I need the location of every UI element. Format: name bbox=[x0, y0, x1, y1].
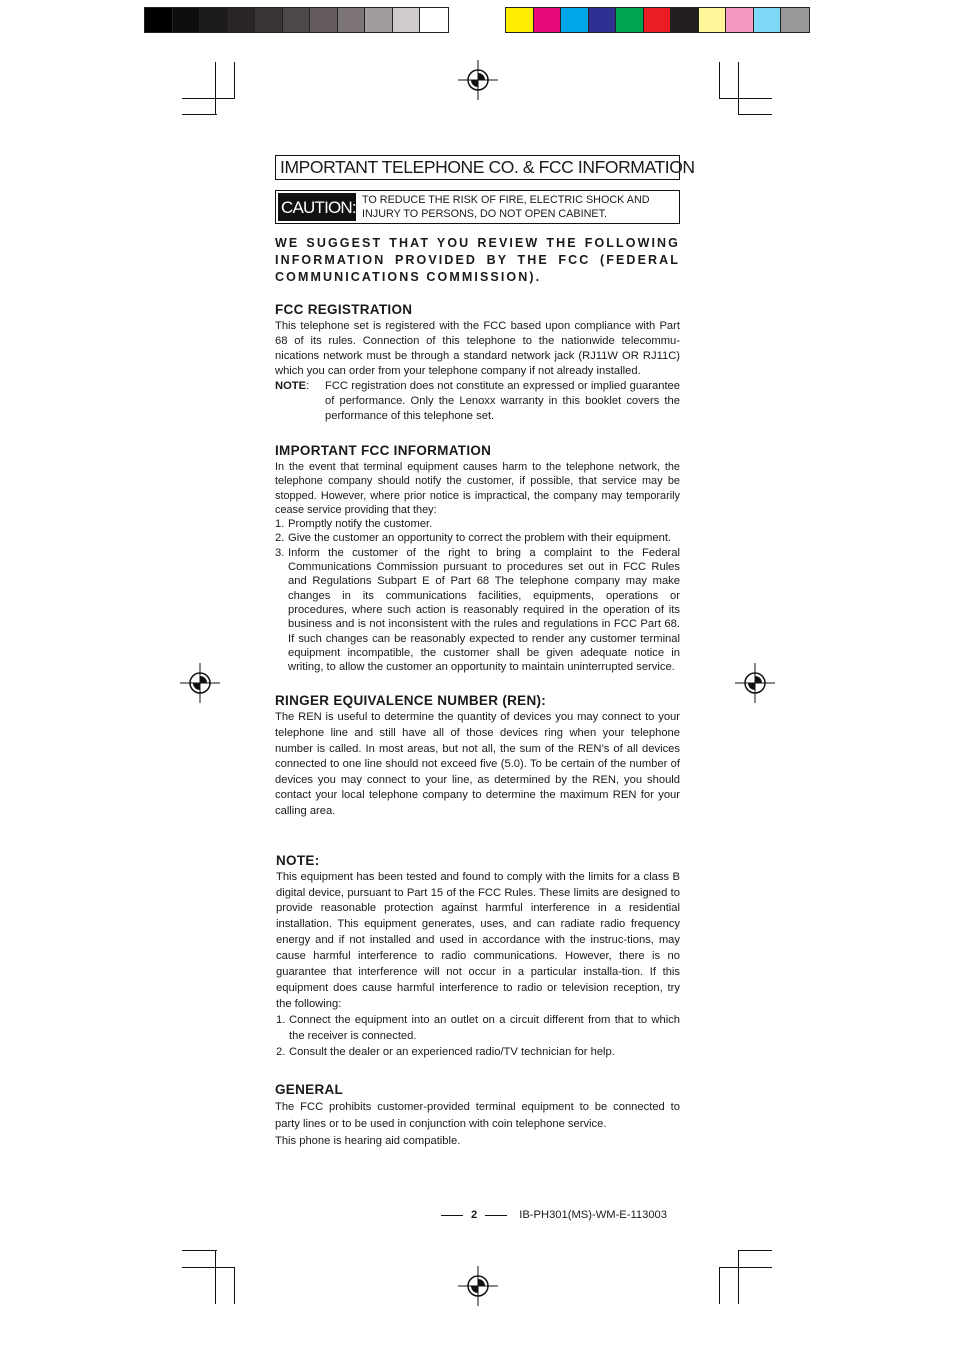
color-swatch bbox=[589, 8, 617, 32]
list-item-text: Promptly notify the customer. bbox=[288, 518, 433, 531]
color-swatch bbox=[726, 8, 754, 32]
note-heading: NOTE: bbox=[276, 852, 320, 868]
note-label: NOTE: bbox=[275, 380, 310, 392]
color-swatch bbox=[754, 8, 782, 32]
important-fcc-intro: In the event that terminal equipment causes harm to the telephone network, the telephone company should notify the customer, if possible, that service may be stopped. However, where prior notice is impractical, the company may temporarily cease service providing that they: bbox=[275, 461, 680, 516]
list-item-text: Consult the dealer or an experienced radio/TV technician for help. bbox=[289, 1045, 615, 1058]
color-swatch bbox=[255, 8, 283, 32]
list-item bbox=[275, 517, 680, 531]
registration-mark-left bbox=[180, 663, 220, 703]
note-list bbox=[276, 1013, 680, 1061]
list-item-number: 1. bbox=[275, 518, 285, 531]
list-item bbox=[276, 1013, 680, 1045]
ren-heading: RINGER EQUIVALENCE NUMBER (REN): bbox=[275, 693, 547, 709]
color-swatch bbox=[365, 8, 393, 32]
registration-mark-top bbox=[458, 60, 498, 100]
color-swatch bbox=[671, 8, 699, 32]
hearing-aid-text: This phone is hearing aid compatible. bbox=[275, 1135, 461, 1148]
color-swatch bbox=[338, 8, 366, 32]
color-swatch bbox=[173, 8, 201, 32]
color-swatch bbox=[534, 8, 562, 32]
caution-line-1: TO REDUCE THE RISK OF FIRE, ELECTRIC SHOCK AND bbox=[362, 194, 650, 206]
color-swatch bbox=[506, 8, 534, 32]
page-footer bbox=[441, 1209, 667, 1221]
list-item bbox=[275, 546, 680, 675]
list-item-number: 3. bbox=[275, 546, 285, 559]
color-swatch bbox=[616, 8, 644, 32]
list-item bbox=[276, 1045, 680, 1061]
grayscale-color-bar bbox=[144, 7, 449, 33]
process-color-bar bbox=[505, 7, 810, 33]
important-fcc-list bbox=[275, 517, 680, 674]
list-item-text: Give the customer an opportunity to correct the problem with their equipment. bbox=[288, 532, 672, 545]
note-body: This equipment has been tested and found to comply with the limits for a class B digital device, pursuant to Part 15 of the FCC Rules. These limits are designed to provide reasonable protection against harmful interference in a residential installation. This equipment generates, uses, and can radiate radio frequency energy and if not installed and used in accordance with the instruc-tions, may cause harmful interference to radio communications. However, there is no guarantee that interference will not occur in a particular installa-tion. If this equipment does cause harmful interference to radio or television reception, try the following: bbox=[276, 870, 680, 1010]
note-label-text: NOTE bbox=[275, 380, 307, 392]
page-content bbox=[275, 155, 695, 1150]
color-swatch bbox=[393, 8, 421, 32]
important-fcc-heading: IMPORTANT FCC INFORMATION bbox=[275, 443, 492, 458]
list-item-text: Connect the equipment into an outlet on a circuit different from that to which the receiver is connected. bbox=[289, 1013, 680, 1042]
color-swatch bbox=[699, 8, 727, 32]
color-swatch bbox=[561, 8, 589, 32]
footer-dash-right bbox=[485, 1215, 507, 1216]
registration-mark-bottom bbox=[458, 1266, 498, 1306]
ren-body: The REN is useful to determine the quantity of devices you may connect to your telephone line and still have all of those devices ring when your telephone number is called. In most areas, but not all, the sum of the REN’s of all devices connected to one line should not exceed five (5.0). To be certain of the number of devices you may connect to your line, as determined by the REN, you should contact your local telephone company to determine the maximum REN for your calling area. bbox=[275, 711, 680, 818]
color-swatch bbox=[644, 8, 672, 32]
fcc-suggestion: WE SUGGEST THAT YOU REVIEW THE FOLLOWING INFORMATION PROVIDED BY THE FCC (FEDERAL COMMUNICATIONS COMMISSION). bbox=[275, 236, 680, 284]
color-swatch bbox=[420, 8, 448, 32]
page-number: 2 bbox=[471, 1209, 478, 1221]
note-text: FCC registration does not constitute an expressed or implied guarantee of performance. Only the Lenoxx warranty in this booklet covers the performance of this telephone set. bbox=[325, 380, 680, 422]
color-swatch bbox=[145, 8, 173, 32]
page-title: IMPORTANT TELEPHONE CO. & FCC INFORMATION bbox=[275, 155, 680, 180]
document-code: IB-PH301(MS)-WM-E-113003 bbox=[519, 1209, 667, 1221]
list-item-number: 2. bbox=[275, 532, 285, 545]
color-swatch bbox=[781, 8, 809, 32]
list-item-text: Inform the customer of the right to bring a complaint to the Federal Communications Commission pursuant to procedures set out in FCC Rules and Regulations Subpart E of Part 68 The telephone company may make changes in its communications facilities, equipments, operations or procedures, where such action is reasonably required in the operation of its business and is not inconsistent with the rules and regulations in FCC Part 68. If such changes can be reasonably expected to render any customer terminal equipment incompatible, the customer shall be given adequate notice in writing, to allow the customer an opportunity to maintain uninterrupted service. bbox=[288, 546, 680, 674]
list-item-number: 2. bbox=[276, 1045, 286, 1058]
list-item-number: 1. bbox=[276, 1013, 286, 1026]
registration-mark-right bbox=[735, 663, 775, 703]
caution-text bbox=[358, 191, 650, 223]
general-body: The FCC prohibits customer-provided terminal equipment to be connected to party lines or to be used in conjunction with coin telephone service. bbox=[275, 1101, 680, 1131]
list-item bbox=[275, 531, 680, 545]
color-swatch bbox=[200, 8, 228, 32]
general-heading: GENERAL bbox=[275, 1082, 344, 1098]
color-swatch bbox=[228, 8, 256, 32]
caution-line-2: INJURY TO PERSONS, DO NOT OPEN CABINET. bbox=[362, 208, 607, 220]
fcc-registration-note bbox=[275, 379, 680, 424]
fcc-registration-body: This telephone set is registered with the FCC based upon compliance with Part 68 of its rules. Connection of this telephone to the nationwide telecommu-nications network must be through a standard network jack (RJ11W OR RJ11C) which you can order from your telephone company if not already installed. bbox=[275, 320, 680, 377]
color-swatch bbox=[310, 8, 338, 32]
footer-dash-left bbox=[441, 1215, 463, 1216]
caution-label: CAUTION: bbox=[278, 193, 356, 221]
caution-box bbox=[275, 190, 680, 224]
fcc-registration-heading: FCC REGISTRATION bbox=[275, 302, 413, 317]
color-swatch bbox=[283, 8, 311, 32]
